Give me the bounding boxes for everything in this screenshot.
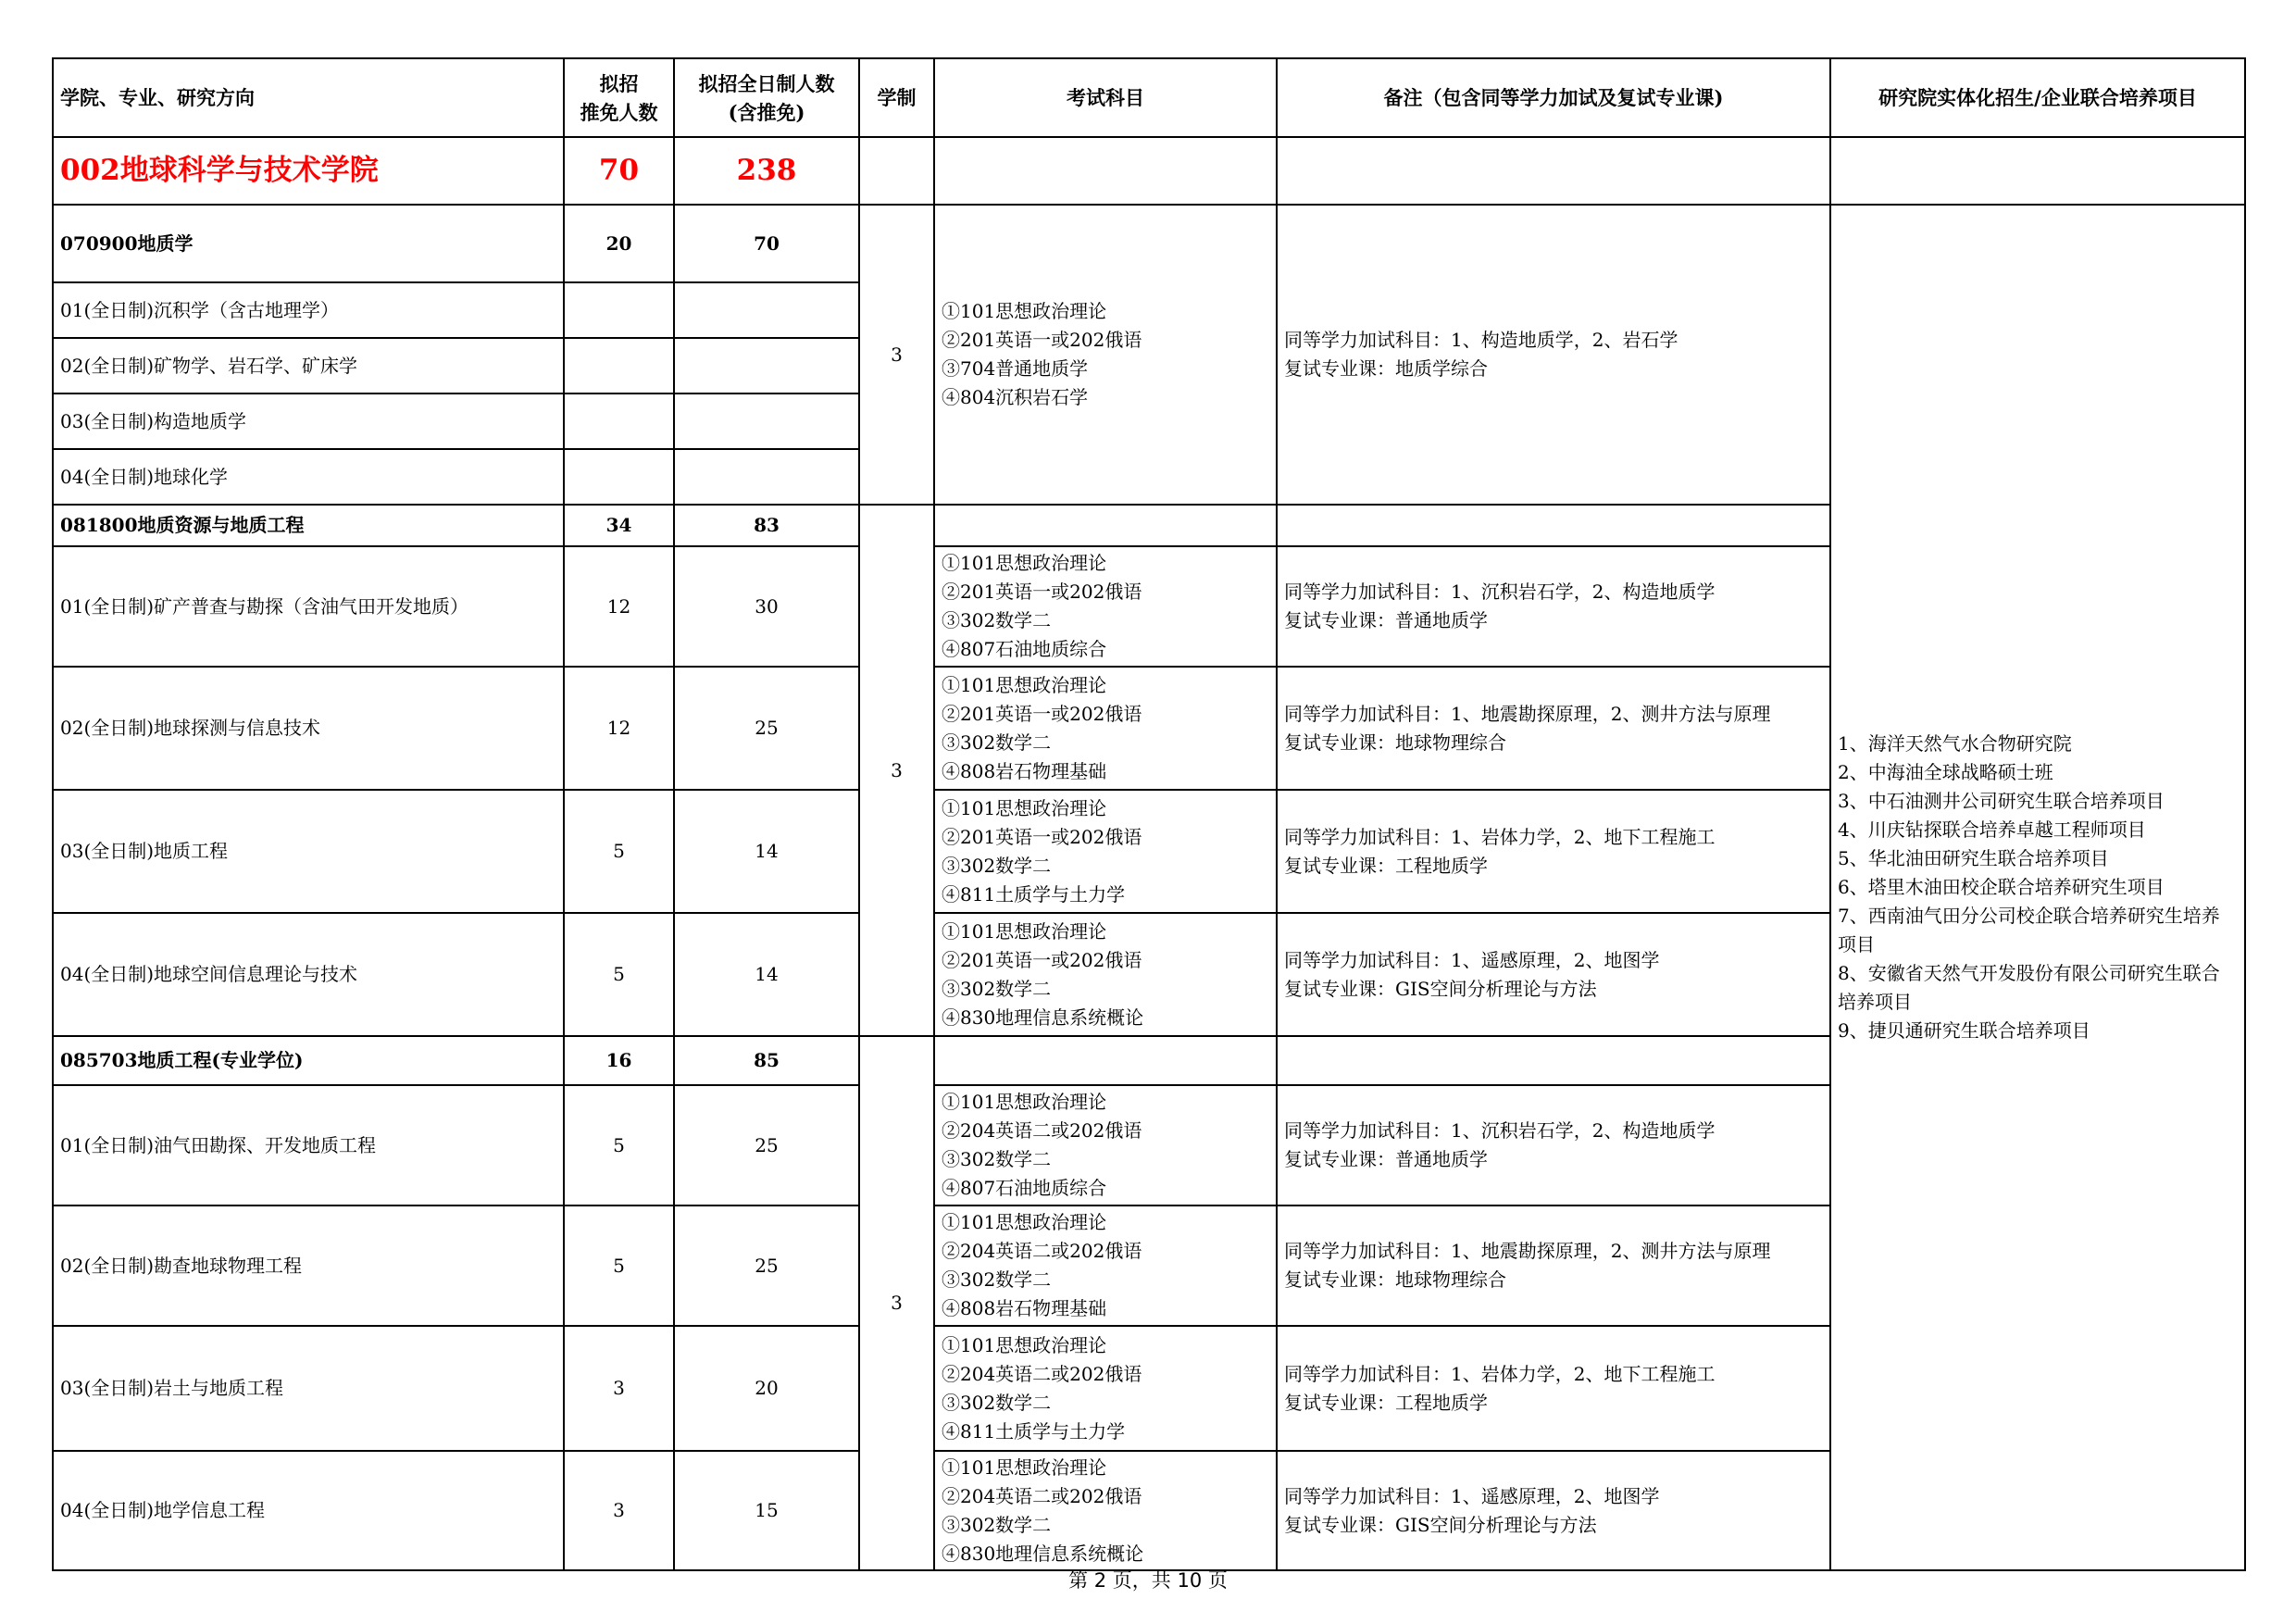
direction-name: 03(全日制)构造地质学	[53, 394, 564, 449]
direction-name: 03(全日制)地质工程	[53, 790, 564, 913]
college-row	[53, 137, 2245, 205]
major-total: 85	[674, 1036, 859, 1085]
project-item: 1、海洋天然气水合物研究院	[1838, 732, 2072, 755]
direction-recommend: 12	[564, 667, 674, 790]
project-item: 3、中石油测井公司研究生联合培养项目	[1838, 790, 2165, 812]
remarks: 同等学力加试科目：1、地震勘探原理，2、测井方法与原理 复试专业课：地球物理综合	[1277, 667, 1830, 790]
direction-recommend: 3	[564, 1451, 674, 1570]
major-name: 085703地质工程(专业学位)	[53, 1036, 564, 1085]
project-item: 9、捷贝通研究生联合培养项目	[1838, 1019, 2090, 1042]
direction-total: 14	[674, 913, 859, 1036]
direction-recommend: 3	[564, 1326, 674, 1451]
project-item: 7、西南油气田分公司校企联合培养研究生培养项目	[1838, 905, 2220, 956]
direction-recommend: 5	[564, 1085, 674, 1206]
project-item: 6、塔里木油田校企联合培养研究生项目	[1838, 876, 2165, 898]
project-list	[1830, 205, 2245, 1570]
header-notes: 备注（包含同等学力加试及复试专业课)	[1277, 58, 1830, 137]
direction-name: 04(全日制)地球空间信息理论与技术	[53, 913, 564, 1036]
college-recommend: 70	[564, 137, 674, 205]
direction-total: 25	[674, 1085, 859, 1206]
direction-name: 04(全日制)地球化学	[53, 449, 564, 505]
direction-recommend: 5	[564, 913, 674, 1036]
exam-subjects: ①101思想政治理论 ②201英语一或202俄语 ③302数学二 ④830地理信息系统概论	[934, 913, 1277, 1036]
years-cell: 3	[859, 505, 934, 1036]
exam-subjects: ①101思想政治理论 ②201英语一或202俄语 ③302数学二 ④807石油地质综合	[934, 546, 1277, 667]
exam-subjects: ①101思想政治理论 ②201英语一或202俄语 ③302数学二 ④808岩石物理基础	[934, 667, 1277, 790]
header-college-major: 学院、专业、研究方向	[53, 58, 564, 137]
exam-subjects: ①101思想政治理论 ②204英语二或202俄语 ③302数学二 ④807石油地质综合	[934, 1085, 1277, 1206]
page-footer: 第 2 页，共 10 页	[1068, 1569, 1228, 1592]
direction-total: 14	[674, 790, 859, 913]
remarks: 同等学力加试科目：1、遥感原理，2、地图学 复试专业课：GIS空间分析理论与方法	[1277, 913, 1830, 1036]
project-item: 2、中海油全球战略硕士班	[1838, 761, 2053, 783]
project-item: 8、安徽省天然气开发股份有限公司研究生联合培养项目	[1838, 962, 2220, 1013]
header-projects: 研究院实体化招生/企业联合培养项目	[1830, 58, 2245, 137]
project-item: 4、川庆钻探联合培养卓越工程师项目	[1838, 818, 2146, 841]
header-row	[53, 58, 2245, 137]
years-cell: 3	[859, 205, 934, 505]
remarks: 同等学力加试科目：1、沉积岩石学，2、构造地质学 复试专业课：普通地质学	[1277, 1085, 1830, 1206]
direction-name: 04(全日制)地学信息工程	[53, 1451, 564, 1570]
direction-name: 01(全日制)沉积学（含古地理学）	[53, 282, 564, 338]
direction-recommend: 5	[564, 790, 674, 913]
major-total: 83	[674, 505, 859, 546]
remarks: 同等学力加试科目：1、沉积岩石学，2、构造地质学 复试专业课：普通地质学	[1277, 546, 1830, 667]
exam-subjects: ①101思想政治理论 ②204英语二或202俄语 ③302数学二 ④808岩石物理基础	[934, 1206, 1277, 1326]
direction-name: 02(全日制)地球探测与信息技术	[53, 667, 564, 790]
years-cell: 3	[859, 1036, 934, 1570]
major-recommend: 20	[564, 205, 674, 282]
direction-recommend: 12	[564, 546, 674, 667]
header-exam: 考试科目	[934, 58, 1277, 137]
direction-name: 03(全日制)岩土与地质工程	[53, 1326, 564, 1451]
major-name: 070900地质学	[53, 205, 564, 282]
direction-total: 25	[674, 1206, 859, 1326]
exam-subjects: ①101思想政治理论 ②204英语二或202俄语 ③302数学二 ④830地理信息系统概论	[934, 1451, 1277, 1570]
header-years: 学制	[859, 58, 934, 137]
direction-total: 20	[674, 1326, 859, 1451]
major-total: 70	[674, 205, 859, 282]
header-recommend: 拟招 推免人数	[564, 58, 674, 137]
college-name: 002地球科学与技术学院	[53, 137, 564, 205]
enrollment-table	[52, 57, 2246, 1571]
direction-name: 02(全日制)勘查地球物理工程	[53, 1206, 564, 1326]
major-row	[53, 205, 2245, 282]
direction-name: 01(全日制)油气田勘探、开发地质工程	[53, 1085, 564, 1206]
remarks: 同等学力加试科目：1、地震勘探原理，2、测井方法与原理 复试专业课：地球物理综合	[1277, 1206, 1830, 1326]
major-recommend: 16	[564, 1036, 674, 1085]
exam-subjects: ①101思想政治理论 ②204英语二或202俄语 ③302数学二 ④811土质学与土力学	[934, 1326, 1277, 1451]
major-recommend: 34	[564, 505, 674, 546]
remarks: 同等学力加试科目：1、岩体力学，2、地下工程施工 复试专业课：工程地质学	[1277, 1326, 1830, 1451]
direction-recommend: 5	[564, 1206, 674, 1326]
direction-total: 30	[674, 546, 859, 667]
remarks: 同等学力加试科目：1、岩体力学，2、地下工程施工 复试专业课：工程地质学	[1277, 790, 1830, 913]
remarks: 同等学力加试科目：1、遥感原理，2、地图学 复试专业课：GIS空间分析理论与方法	[1277, 1451, 1830, 1570]
direction-total: 25	[674, 667, 859, 790]
direction-total: 15	[674, 1451, 859, 1570]
project-item: 5、华北油田研究生联合培养项目	[1838, 847, 2109, 869]
college-total: 238	[674, 137, 859, 205]
major-name: 081800地质资源与地质工程	[53, 505, 564, 546]
direction-name: 01(全日制)矿产普查与勘探（含油气田开发地质）	[53, 546, 564, 667]
exam-subjects: ①101思想政治理论 ②201英语一或202俄语 ③302数学二 ④811土质学与土力学	[934, 790, 1277, 913]
exam-subjects: ①101思想政治理论 ②201英语一或202俄语 ③704普通地质学 ④804沉积岩石学	[934, 205, 1277, 505]
direction-name: 02(全日制)矿物学、岩石学、矿床学	[53, 338, 564, 394]
header-fulltime: 拟招全日制人数 (含推免)	[674, 58, 859, 137]
remarks: 同等学力加试科目：1、构造地质学，2、岩石学 复试专业课：地质学综合	[1277, 205, 1830, 505]
